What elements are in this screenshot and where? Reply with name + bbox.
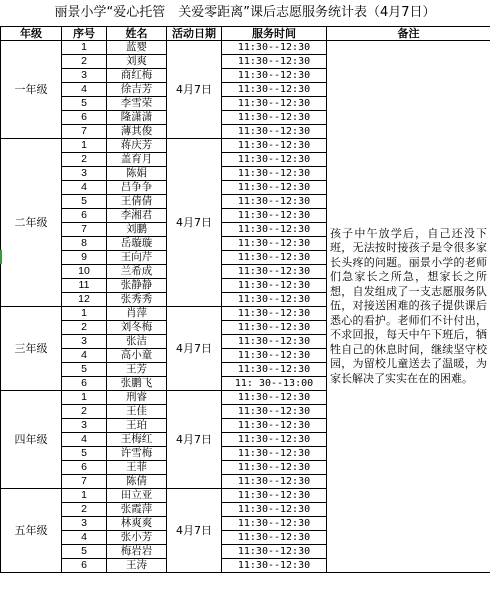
time-cell: 11:30--12:30: [222, 223, 327, 237]
seq-cell: 3: [62, 69, 107, 83]
seq-cell: 6: [62, 111, 107, 125]
name-cell: 王向芹: [107, 251, 167, 265]
name-cell: 张鹏飞: [107, 377, 167, 391]
name-cell: 刑睿: [107, 391, 167, 405]
time-cell: 11:30--12:30: [222, 167, 327, 181]
time-cell: 11:30--12:30: [222, 83, 327, 97]
seq-cell: 2: [62, 405, 107, 419]
name-cell: 梅岩岩: [107, 545, 167, 559]
time-cell: 11:30--12:30: [222, 279, 327, 293]
time-cell: 11:30--12:30: [222, 111, 327, 125]
name-cell: 李雪荣: [107, 97, 167, 111]
seq-cell: 4: [62, 531, 107, 545]
seq-cell: 10: [62, 265, 107, 279]
seq-cell: 1: [62, 139, 107, 153]
name-cell: 林爽爽: [107, 517, 167, 531]
seq-cell: 5: [62, 545, 107, 559]
header-remarks: 备注: [327, 27, 490, 41]
seq-cell: 2: [62, 153, 107, 167]
name-cell: 陈倩: [107, 475, 167, 489]
name-cell: 王珀: [107, 419, 167, 433]
remarks-cell: 孩子中午放学后，自己还没下班，无法按时接孩子是令很多家长头疼的问题。丽景小学的老师们急家长之所急，想家长之所想，自发组成了一支志愿服务队伍，对接送困难的孩子提供课后悉心的看护。老师们不计付出，不求回报，每天中午下班后，牺牲自己的休息时间，继续坚守校园，为留校儿童送去了温暖，为家长解决了实实在在的困难。: [327, 41, 490, 573]
time-cell: 11:30--12:30: [222, 293, 327, 307]
time-cell: 11:30--12:30: [222, 125, 327, 139]
time-cell: 11:30--12:30: [222, 69, 327, 83]
time-cell: 11:30--12:30: [222, 447, 327, 461]
name-cell: 张洁: [107, 335, 167, 349]
seq-cell: 3: [62, 517, 107, 531]
seq-cell: 1: [62, 489, 107, 503]
name-cell: 王佳: [107, 405, 167, 419]
time-cell: 11:30--12:30: [222, 41, 327, 55]
seq-cell: 4: [62, 83, 107, 97]
seq-cell: 12: [62, 293, 107, 307]
name-cell: 王倩倩: [107, 195, 167, 209]
header-grade: 年级: [1, 27, 62, 41]
date-cell: 4月7日: [167, 489, 222, 573]
seq-cell: 11: [62, 279, 107, 293]
seq-cell: 1: [62, 41, 107, 55]
time-cell: 11:30--12:30: [222, 55, 327, 69]
name-cell: 陈娟: [107, 167, 167, 181]
time-cell: 11:30--12:30: [222, 517, 327, 531]
name-cell: 兰希成: [107, 265, 167, 279]
name-cell: 许雪梅: [107, 447, 167, 461]
time-cell: 11:30--12:30: [222, 363, 327, 377]
name-cell: 田立亚: [107, 489, 167, 503]
date-cell: 4月7日: [167, 41, 222, 139]
name-cell: 王涛: [107, 559, 167, 573]
name-cell: 张小芳: [107, 531, 167, 545]
time-cell: 11:30--12:30: [222, 335, 327, 349]
name-cell: 商红梅: [107, 69, 167, 83]
name-cell: 蓝婴: [107, 41, 167, 55]
seq-cell: 6: [62, 209, 107, 223]
row-marker: [0, 250, 2, 264]
time-cell: 11:30--12:30: [222, 265, 327, 279]
header-time: 服务时间: [222, 27, 327, 41]
seq-cell: 5: [62, 97, 107, 111]
seq-cell: 9: [62, 251, 107, 265]
time-cell: 11:30--12:30: [222, 475, 327, 489]
grade-cell: 四年级: [1, 391, 62, 489]
seq-cell: 2: [62, 55, 107, 69]
time-cell: 11: 30--13:00: [222, 377, 327, 391]
seq-cell: 1: [62, 307, 107, 321]
time-cell: 11:30--12:30: [222, 349, 327, 363]
header-seq: 序号: [62, 27, 107, 41]
name-cell: 徐吉芳: [107, 83, 167, 97]
table-body: [1, 41, 490, 573]
seq-cell: 3: [62, 419, 107, 433]
grade-cell: 五年级: [1, 489, 62, 573]
name-cell: 张秀秀: [107, 293, 167, 307]
seq-cell: 2: [62, 321, 107, 335]
seq-cell: 8: [62, 237, 107, 251]
time-cell: 11:30--12:30: [222, 489, 327, 503]
time-cell: 11:30--12:30: [222, 503, 327, 517]
header-row: [1, 27, 490, 41]
grade-cell: 二年级: [1, 139, 62, 307]
grade-cell: 一年级: [1, 41, 62, 139]
time-cell: 11:30--12:30: [222, 97, 327, 111]
seq-cell: 5: [62, 195, 107, 209]
time-cell: 11:30--12:30: [222, 559, 327, 573]
name-cell: 刘冬梅: [107, 321, 167, 335]
name-cell: 蒋庆芳: [107, 139, 167, 153]
seq-cell: 3: [62, 335, 107, 349]
seq-cell: 5: [62, 447, 107, 461]
grade-cell: 三年级: [1, 307, 62, 391]
time-cell: 11:30--12:30: [222, 321, 327, 335]
time-cell: 11:30--12:30: [222, 391, 327, 405]
time-cell: 11:30--12:30: [222, 181, 327, 195]
time-cell: 11:30--12:30: [222, 433, 327, 447]
table-row: [1, 41, 490, 55]
seq-cell: 7: [62, 125, 107, 139]
name-cell: 王菲: [107, 461, 167, 475]
name-cell: 刘爽: [107, 55, 167, 69]
date-cell: 4月7日: [167, 391, 222, 489]
seq-cell: 7: [62, 475, 107, 489]
seq-cell: 6: [62, 461, 107, 475]
name-cell: 王梅红: [107, 433, 167, 447]
header-name: 姓名: [107, 27, 167, 41]
name-cell: 吕争争: [107, 181, 167, 195]
time-cell: 11:30--12:30: [222, 139, 327, 153]
seq-cell: 4: [62, 349, 107, 363]
time-cell: 11:30--12:30: [222, 153, 327, 167]
time-cell: 11:30--12:30: [222, 531, 327, 545]
name-cell: 肖萍: [107, 307, 167, 321]
name-cell: 张霞萍: [107, 503, 167, 517]
name-cell: 刘鹏: [107, 223, 167, 237]
time-cell: 11:30--12:30: [222, 237, 327, 251]
time-cell: 11:30--12:30: [222, 251, 327, 265]
seq-cell: 4: [62, 433, 107, 447]
name-cell: 张静静: [107, 279, 167, 293]
seq-cell: 4: [62, 181, 107, 195]
name-cell: 王芳: [107, 363, 167, 377]
name-cell: 盖育月: [107, 153, 167, 167]
seq-cell: 7: [62, 223, 107, 237]
time-cell: 11:30--12:30: [222, 545, 327, 559]
name-cell: 薄其俊: [107, 125, 167, 139]
time-cell: 11:30--12:30: [222, 195, 327, 209]
seq-cell: 6: [62, 559, 107, 573]
name-cell: 高小童: [107, 349, 167, 363]
time-cell: 11:30--12:30: [222, 419, 327, 433]
time-cell: 11:30--12:30: [222, 461, 327, 475]
time-cell: 11:30--12:30: [222, 209, 327, 223]
name-cell: 隆潇潇: [107, 111, 167, 125]
date-cell: 4月7日: [167, 139, 222, 307]
time-cell: 11:30--12:30: [222, 405, 327, 419]
sheet-title: 丽景小学“爱心托管 关爱零距离”课后志愿服务统计表（4月7日）: [54, 5, 436, 20]
seq-cell: 2: [62, 503, 107, 517]
name-cell: 李湘君: [107, 209, 167, 223]
name-cell: 岳璇璇: [107, 237, 167, 251]
date-cell: 4月7日: [167, 307, 222, 391]
volunteer-table: [0, 26, 490, 573]
seq-cell: 3: [62, 167, 107, 181]
seq-cell: 5: [62, 363, 107, 377]
seq-cell: 6: [62, 377, 107, 391]
seq-cell: 1: [62, 391, 107, 405]
time-cell: 11:30--12:30: [222, 307, 327, 321]
header-date: 活动日期: [167, 27, 222, 41]
